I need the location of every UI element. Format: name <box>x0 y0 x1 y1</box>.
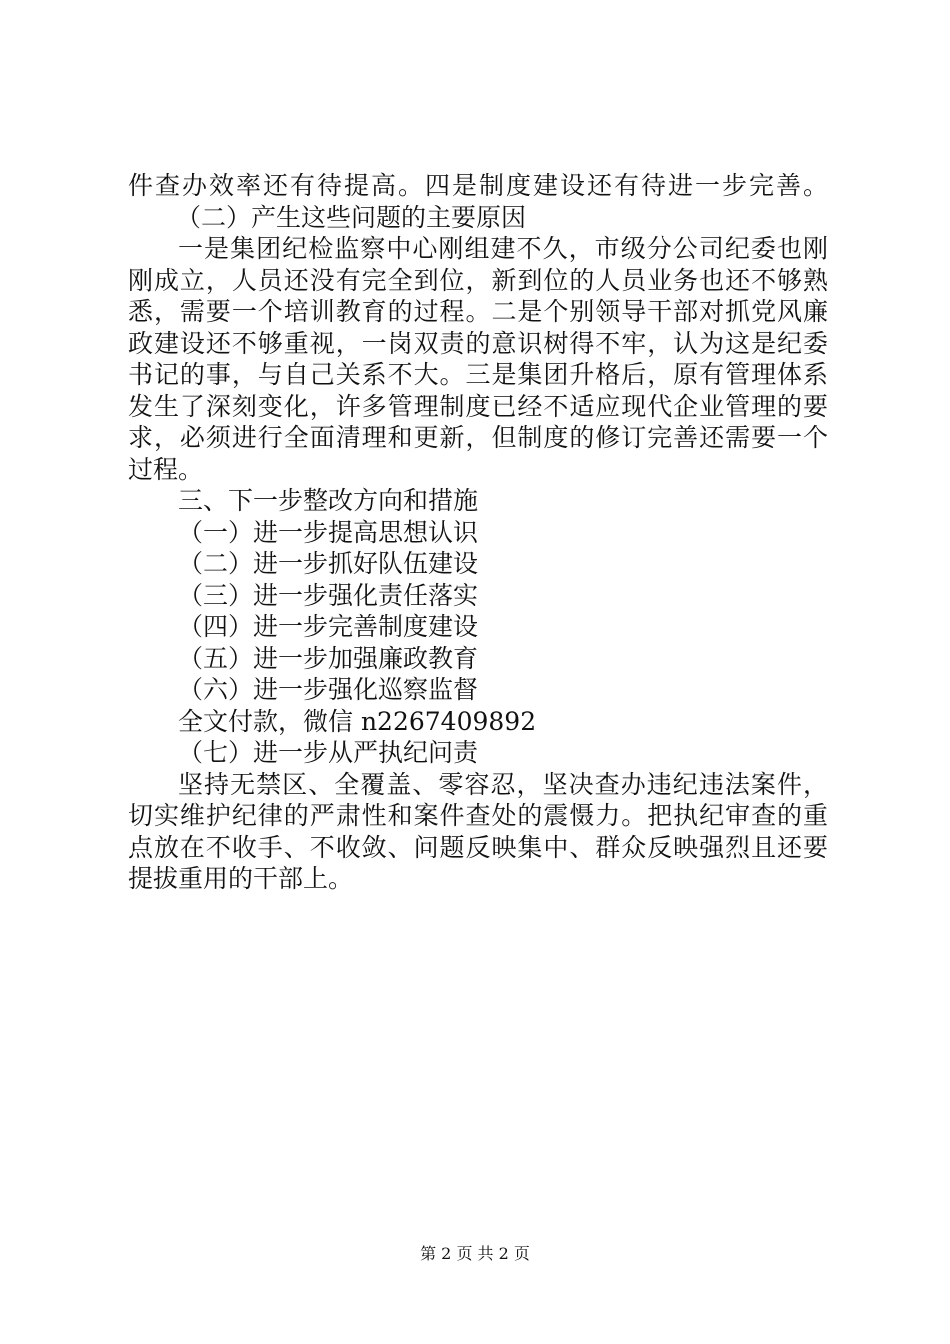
list-item: （六）进一步强化巡察监督 <box>178 675 479 704</box>
contact-note: 全文付款，微信 n2267409892 <box>178 706 537 736</box>
paragraph-line: 切实维护纪律的严肃性和案件查处的震慑力。把执纪审查的重 <box>128 801 828 830</box>
paragraph-line: 书记的事，与自己关系不大。三是集团升格后，原有管理体系 <box>128 360 828 389</box>
page-number: 第 2 页 共 2 页 <box>420 1244 530 1263</box>
paragraph-line: 求，必须进行全面清理和更新，但制度的修订完善还需要一个 <box>128 423 828 452</box>
list-item: （七）进一步从严执纪问责 <box>178 738 479 767</box>
paragraph-line: 坚持无禁区、全覆盖、零容忍，坚决查办违纪违法案件， <box>178 769 828 799</box>
paragraph-line: 刚成立，人员还没有完全到位，新到位的人员业务也还不够熟 <box>128 265 828 295</box>
paragraph-line: 过程。 <box>128 454 204 484</box>
list-item: （三）进一步强化责任落实 <box>178 580 479 610</box>
paragraph-line: 发生了深刻变化，许多管理制度已经不适应现代企业管理的要 <box>128 391 828 421</box>
section-heading: （二）产生这些问题的主要原因 <box>176 202 527 232</box>
paragraph-line: 悉，需要一个培训教育的过程。二是个别领导干部对抓党风廉 <box>128 297 828 326</box>
paragraph-line: 政建设还不够重视，一岗双责的意识树得不牢，认为这是纪委 <box>128 328 828 358</box>
paragraph-line: 一是集团纪检监察中心刚组建不久，市级分公司纪委也刚 <box>178 234 828 263</box>
body-text <box>128 170 828 895</box>
list-item: （二）进一步抓好队伍建设 <box>178 549 479 578</box>
paragraph-line: 件查办效率还有待提高。四是制度建设还有待进一步完善。 <box>128 171 828 200</box>
paragraph-line: 点放在不收手、不收敛、问题反映集中、群众反映强烈且还要 <box>128 832 828 862</box>
list-item: （四）进一步完善制度建设 <box>178 612 479 641</box>
section-heading: 三、下一步整改方向和措施 <box>178 486 479 515</box>
list-item: （五）进一步加强廉政教育 <box>178 643 479 673</box>
list-item: （一）进一步提高思想认识 <box>178 517 479 547</box>
paragraph-line: 提拔重用的干部上。 <box>128 864 354 893</box>
